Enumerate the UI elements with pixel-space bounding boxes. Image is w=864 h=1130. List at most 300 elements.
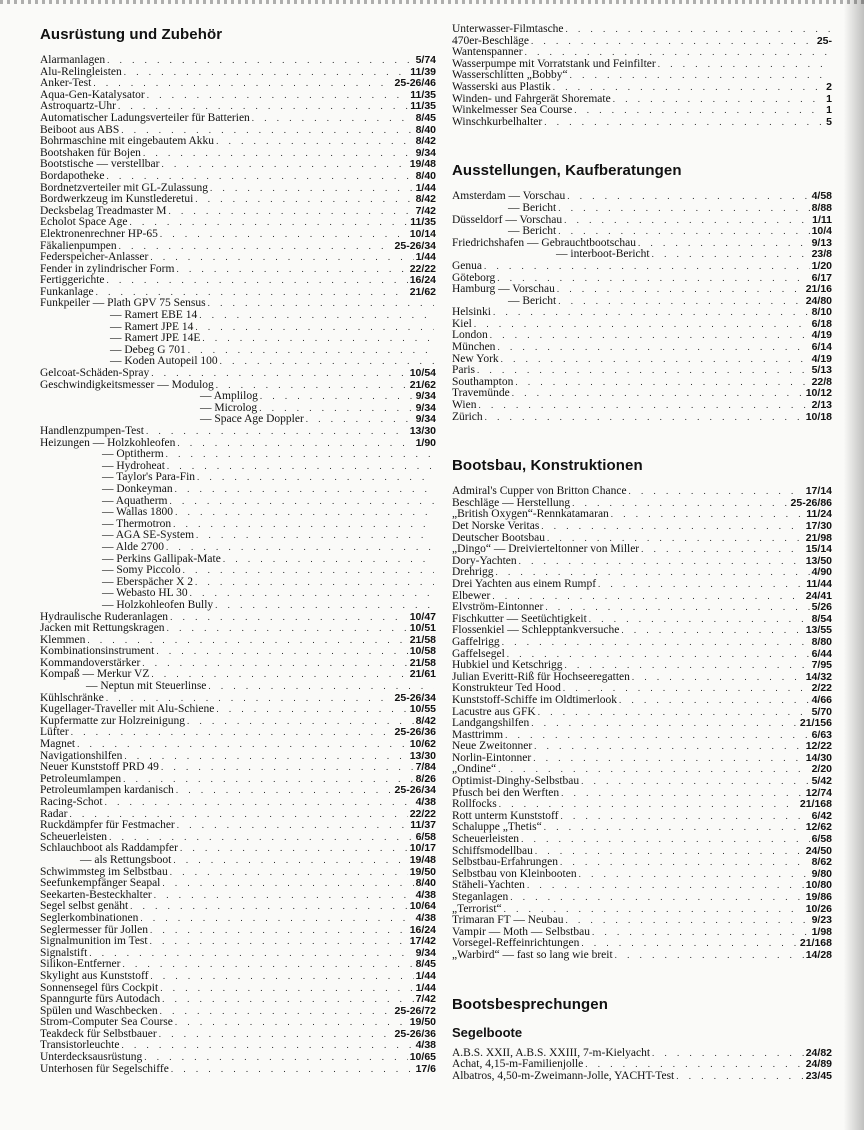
entry-title: — interboot-Bericht [556,248,650,261]
entry-title: Hubkiel und Ketschrigg [452,659,563,672]
entry-issue-page: 24/50 [805,844,832,857]
entry-title: Admiral's Cupper von Britton Chance [452,485,627,498]
entry-issue-page: 7/42 [415,993,436,1006]
dot-leader [223,554,434,566]
entry-issue-page: 2/20 [811,763,832,776]
index-entry [40,855,436,867]
dot-leader [159,1029,393,1041]
index-entry [452,296,832,308]
entry-title: Bordnetzverteiler mit GL-Zulassung [40,181,208,194]
dot-leader [565,915,809,927]
entry-title: Segel selbst genäht [40,900,129,913]
entry-issue-page: 24/41 [805,589,832,602]
entry-title: Seglermesser für Jollen [40,923,148,936]
entry-issue-page: 4/38 [415,796,436,808]
entry-title: Vampir — Moth — Selbstbau [452,925,590,938]
entry-issue-page: 25-26/72 [394,1004,436,1017]
dot-leader [585,1059,803,1071]
entry-issue-page: 4/19 [811,329,832,342]
dot-leader [216,704,407,716]
entry-issue-page: 6/63 [811,728,832,741]
dot-leader [652,249,810,261]
equipment-list-continued [452,24,832,128]
dot-leader [107,55,413,67]
index-entry [452,637,832,649]
dot-leader [177,820,409,832]
entry-issue-page: 19/48 [409,158,436,171]
index-entry [452,82,832,94]
dot-leader [613,94,824,106]
entry-issue-page: 10/51 [409,622,436,635]
dot-leader [202,333,434,345]
dot-leader [173,519,434,531]
entry-title: Signalmunition im Test [40,935,148,948]
dot-leader [170,867,408,879]
torn-top-edge [0,0,864,4]
entry-title: Elvström-Eintonner [452,601,544,614]
entry-issue-page: 13/30 [409,749,436,762]
dot-leader [124,751,407,763]
entry-title: — Ramert JPE 14E [110,332,201,345]
entry-issue-page: 2/13 [811,399,832,412]
entry-issue-page: 14/28 [805,948,832,961]
dot-leader [121,1040,413,1052]
entry-title: München [452,341,496,354]
entry-issue-page: 1 [826,104,832,117]
dot-leader [493,307,810,319]
entry-title: — Ramert EBE 14 [110,309,198,322]
dot-leader [187,716,414,728]
exhibitions-list [452,191,832,423]
entry-issue-page: 16/24 [409,274,436,287]
section-heading-boat-reviews: Bootsbesprechungen [452,995,608,1013]
index-entry [452,788,832,800]
dot-leader [173,855,407,867]
column-left [40,26,436,1075]
entry-title: Transistorleuchte [40,1039,120,1052]
entry-issue-page: 24/82 [805,1046,832,1059]
index-entry [40,113,436,125]
entry-title: Selbstbau von Kleinbooten [452,867,577,880]
entry-title: Helsinki [452,306,491,319]
index-entry [40,878,436,890]
dot-leader [252,113,414,125]
entry-issue-page: 25- [816,34,832,47]
dot-leader [478,400,809,412]
entry-issue-page: 10/12 [805,387,832,400]
entry-title: Wantenspanner [452,46,523,59]
entry-title: Neue Zweitonner [452,740,533,753]
dot-leader [160,983,413,995]
index-entry [452,602,832,614]
entry-issue-page: 17/30 [805,520,832,532]
entry-title: Bohrmaschine mit eingebautem Akku [40,135,215,148]
dot-leader [150,971,413,983]
dot-leader [558,203,809,215]
entry-title: Fäkalienpumpen [40,239,117,252]
entry-title: Alu-Relingleisten [40,65,122,78]
entry-issue-page: 6/58 [415,830,436,843]
index-entry [452,556,832,568]
entry-issue-page: 10/80 [805,879,832,892]
entry-title: Wasserschlitten „Bobby“ [452,69,568,82]
entry-issue-page: 13/30 [409,425,436,437]
entry-issue-page: 6/42 [811,809,832,822]
entry-title: Seefunkempfänger Seapal [40,877,161,890]
entry-issue-page: 6/58 [811,833,832,846]
entry-issue-page: 5/26 [811,601,832,614]
entry-title: Wien [452,399,477,412]
index-entry [452,354,832,366]
entry-issue-page: 1/44 [415,181,436,194]
entry-title: Paris [452,364,475,377]
index-entry [452,330,832,342]
entry-issue-page: 24/89 [805,1058,832,1071]
dot-leader [71,727,393,739]
entry-title: Kupfermatte zur Holzreinigung [40,714,185,727]
dot-leader [130,217,409,229]
entry-title: Drehrigg [452,566,494,579]
entry-issue-page: 19/50 [409,1016,436,1029]
entry-issue-page: 21/16 [805,283,832,296]
entry-title: — Bericht [508,294,557,307]
entry-title: Wasserpumpe mit Vorratstank und Feinfilter [452,57,656,70]
index-entry [40,275,436,287]
index-entry [452,307,832,319]
index-entry [452,249,832,261]
dot-leader [490,330,810,342]
dot-leader [477,365,810,377]
entry-issue-page: 25-26/34 [394,691,436,704]
index-entry [40,310,436,322]
dot-leader [632,672,804,684]
entry-title: Unterwasser-Filmtasche [452,23,564,35]
entry-title: Petroleumlampen kardanisch [40,784,174,797]
dot-leader [570,70,830,82]
entry-issue-page: 10/47 [409,610,436,623]
entry-title: Jacken mit Rettungskragen [40,622,165,635]
boatbuilding-list [452,486,832,961]
index-entry [40,565,436,577]
entry-issue-page: 6/17 [811,271,832,284]
index-entry [452,521,832,533]
entry-issue-page: 8/42 [415,193,436,206]
dot-leader [505,730,809,742]
dot-leader [527,880,804,892]
entry-issue-page: 13/55 [805,624,832,637]
entry-issue-page: 8/10 [811,306,832,319]
entry-issue-page: 11/39 [410,65,436,78]
dot-leader [215,600,434,612]
entry-title: Düsseldorf — Vorschau [452,213,563,226]
dot-leader [183,565,434,577]
dot-leader [160,229,408,241]
dot-leader [544,822,804,834]
entry-title: Astroquartz-Uhr [40,100,117,113]
dot-leader [167,461,434,473]
index-entry [452,1059,832,1071]
entry-title: Masttrimm [452,728,504,741]
entry-issue-page: 1/11 [812,213,832,226]
section-heading-boatbuilding: Bootsbau, Konstruktionen [452,457,643,475]
entry-title: Aqua-Gen-Katalysator [40,88,145,101]
dot-leader [502,637,810,649]
entry-issue-page: 11/35 [410,100,436,113]
entry-issue-page: 10/64 [409,900,436,913]
entry-issue-page: 8/40 [415,123,436,136]
entry-issue-page: 21/58 [409,656,436,669]
dot-leader [210,183,414,195]
entry-title: Sonnensegel fürs Cockpit [40,981,159,994]
entry-title: Kombinationsinstrument [40,645,155,658]
entry-issue-page: 9/80 [811,867,832,880]
entry-title: Stäheli-Yachten [452,879,525,892]
entry-issue-page: 11/35 [410,216,436,229]
entry-title: Konstrukteur Ted Hood [452,682,561,695]
entry-issue-page: 21/62 [409,378,436,391]
entry-issue-page: 4/38 [415,1039,436,1052]
index-entry [452,342,832,354]
entry-issue-page: 21/58 [409,633,436,646]
entry-title: Rollfocks [452,798,497,811]
dot-leader [119,241,393,253]
index-entry [452,753,832,765]
index-entry [452,226,832,238]
dot-leader [175,484,434,496]
dot-leader [519,556,804,568]
entry-title: Beschläge — Herstellung [452,496,571,509]
dot-leader [175,507,434,519]
dot-leader [197,472,434,484]
dot-leader [621,625,803,637]
index-entry [452,718,832,730]
entry-issue-page: 8/42 [415,135,436,148]
entry-issue-page: 13/50 [805,554,832,567]
entry-title: Kugellager-Traveller mit Alu-Schiene [40,703,215,716]
index-entry [40,426,436,438]
entry-title: Hamburg — Vorschau [452,283,555,296]
entry-issue-page: 25-26/36 [394,1027,436,1040]
dot-leader [567,191,809,203]
section-heading-exhibitions: Ausstellungen, Kaufberatungen [452,162,682,180]
dot-leader [538,707,810,719]
entry-issue-page: 17/14 [805,485,832,498]
index-entry [452,880,832,892]
entry-issue-page: 2/22 [811,682,832,695]
dot-leader [533,753,804,765]
dot-leader [564,215,810,227]
entry-title: — Ramert JPE 14 [110,320,194,333]
entry-title: Göteborg [452,271,496,284]
entry-issue-page: 21/168 [799,798,832,811]
entry-title: Teakdeck für Selbstbauer [40,1027,157,1040]
column-right [452,24,832,1082]
entry-issue-page: 21/61 [409,668,436,681]
index-entry [40,716,436,728]
scan-shadow-right [830,0,864,1130]
dot-leader [156,646,407,658]
index-entry [452,892,832,904]
entry-issue-page: 14/30 [805,751,832,764]
dot-leader [531,36,815,48]
dot-leader [515,377,809,389]
entry-issue-page: 9/34 [415,401,436,414]
index-entry [40,252,436,264]
dot-leader [485,412,804,424]
dot-leader [521,834,810,846]
entry-title: Fender in zylindrischer Form [40,262,175,275]
entry-title: — Thermotron [102,517,172,530]
entry-title: „Ondine“ [452,763,497,776]
dot-leader [611,509,805,521]
entry-title: Pfusch bei den Werften [452,786,560,799]
entry-issue-page: 21/156 [799,717,832,730]
dot-leader [512,388,804,400]
entry-title: — Taylor's Para-Fin [102,471,196,484]
entry-issue-page: 9/34 [415,413,436,426]
entry-issue-page: 8/88 [811,201,832,214]
index-entry [40,496,436,508]
index-entry [40,577,436,589]
entry-title: Det Norske Veritas [452,520,540,532]
dot-leader [195,577,434,589]
dot-leader [161,159,407,171]
entry-title: Kompaß — Merkur VZ [40,668,150,681]
entry-title: — Optitherm [102,448,164,461]
entry-title: Funkpeiler — Plath GPV 75 Sensus [40,297,206,310]
entry-issue-page: 8/80 [811,635,832,648]
entry-title: Unterhosen für Segelschiffe [40,1062,169,1075]
entry-title: Winkelmesser Sea Course [452,104,573,117]
spacer [452,128,832,162]
entry-title: — Perkins Gallipak-Mate [102,552,221,565]
dot-leader [166,542,434,554]
entry-title: — AGA SE-System [102,529,195,542]
index-entry [40,368,436,380]
entry-issue-page: 17/6 [415,1062,436,1075]
index-entry [40,136,436,148]
entry-issue-page: 10/62 [409,738,436,751]
entry-title: Gaffelrigg [452,635,500,648]
entry-title: Racing-Schot [40,796,103,808]
index-entry [40,1064,436,1076]
entry-issue-page: 11/37 [410,819,436,832]
index-entry [40,67,436,79]
dot-leader [216,136,414,148]
dot-leader [557,284,804,296]
entry-issue-page: 10/17 [409,842,436,855]
entry-title: Bootstische — verstellbar [40,158,160,171]
entry-title: Ruckdämpfer für Festmacher [40,819,175,832]
entry-issue-page: 7/84 [415,761,436,774]
index-entry [40,298,436,310]
index-entry [40,994,436,1006]
entry-title: Bordwerkzeug im Kunstlederetui [40,193,194,206]
index-entry [40,971,436,983]
entry-title: „Terrorist“ [452,902,502,915]
entry-issue-page: 7/95 [811,659,832,672]
entry-issue-page: 12/62 [805,821,832,834]
dot-leader [208,681,434,693]
dot-leader [579,869,810,881]
index-entry [40,542,436,554]
index-entry [40,554,436,566]
dot-leader [535,846,804,858]
entry-title: Elektronenrechner HP-65 [40,227,158,240]
entry-title: Schiffsmodellbau [452,844,533,857]
entry-title: Kunststoff-Schiffe im Oldtimerlook [452,693,618,706]
entry-title: Flossenkiel — Schlepptankversuche [452,624,620,637]
entry-title: Hydraulische Ruderanlagen [40,610,169,623]
entry-issue-page: 25-26/34 [394,784,436,797]
entry-title: Vorsegel-Reffeinrichtungen [452,937,580,950]
dot-leader [176,264,407,276]
entry-issue-page: 8/45 [415,111,436,124]
entry-title: „Dingo“ — Dreivierteltonner von Miller [452,543,640,556]
dot-leader [553,82,824,94]
index-entry [40,727,436,739]
entry-title: Decksbelag Treadmaster M [40,204,167,217]
entry-title: Amsterdam — Vorschau [452,190,566,203]
index-entry [452,1071,832,1083]
index-entry [40,229,436,241]
entry-issue-page: 16/24 [409,923,436,936]
index-entry [452,203,832,215]
index-entry [40,171,436,183]
dot-leader [175,1017,408,1029]
entry-title: Unterdecksausrüstung [40,1051,143,1064]
entry-issue-page: 4/58 [811,190,832,203]
entry-issue-page: 17/42 [409,935,436,948]
entry-issue-page: 21/62 [409,285,436,298]
entry-title: Julian Everitt-Riß für Hochseeregatten [452,670,630,683]
entry-issue-page: 10/65 [409,1051,436,1064]
entry-title: Kommandoverstärker [40,656,141,669]
entry-issue-page: 6/18 [811,317,832,330]
dot-leader [177,438,413,450]
entry-title: Steganlagen [452,891,509,903]
dot-leader [484,261,810,273]
dot-leader [154,890,414,902]
entry-issue-page: 25-26/36 [394,726,436,739]
dot-leader [220,356,434,368]
dot-leader [560,811,809,823]
subheading-sailboats: Segelboote [452,1024,523,1040]
entry-issue-page: 6/14 [811,341,832,354]
dot-leader [140,913,413,925]
entry-issue-page: 9/34 [415,146,436,159]
entry-title: Fischkutter — Seetüchtigkeit [452,612,587,625]
entry-title: Geschwindigkeitsmesser — Modulog [40,378,214,391]
entry-issue-page: 2 [826,80,832,93]
index-entry [452,319,832,331]
dot-leader [658,59,830,71]
entry-title: Lacustre aus GFK [452,705,536,718]
index-entry [40,449,436,461]
dot-leader [581,776,809,788]
entry-title: Bootshaken für Bojen [40,146,141,159]
entry-issue-page: 21/168 [799,937,832,950]
entry-issue-page: 22/22 [409,807,436,820]
dot-leader [107,171,414,183]
dot-leader [629,486,804,498]
dot-leader [589,614,810,626]
entry-title: Scheuerleisten [452,833,520,846]
entry-title: Schwimmsteg im Selbstbau [40,865,168,878]
entry-title: Seekarten-Besteckhalter [40,888,152,901]
entry-title: Funkanlage [40,285,94,298]
dot-leader [208,298,434,310]
